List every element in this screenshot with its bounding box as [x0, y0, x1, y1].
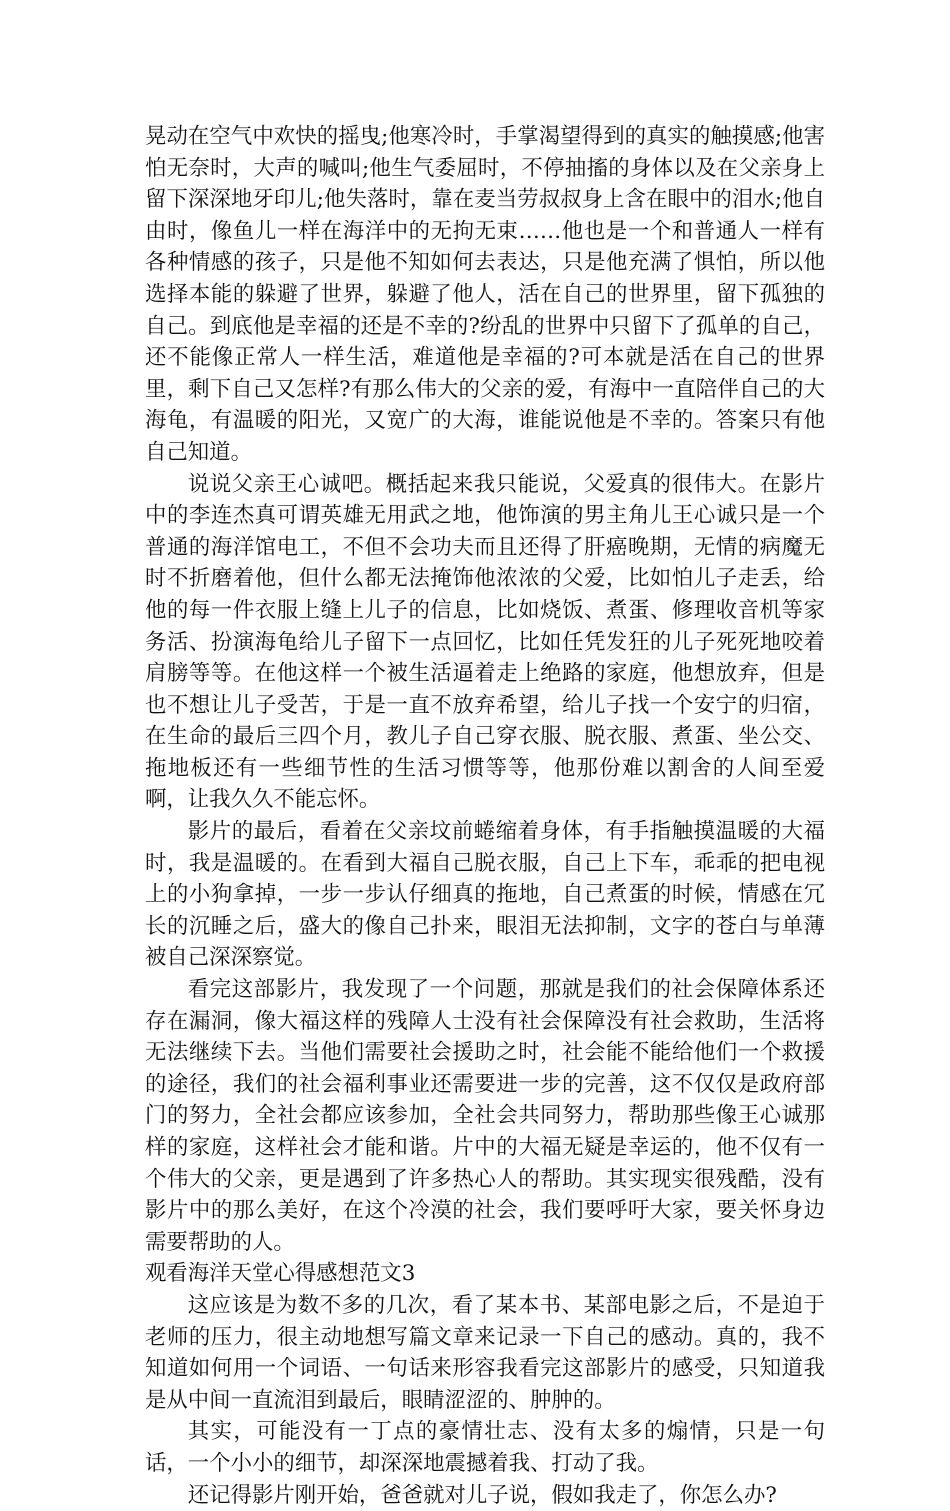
paragraph-intro: 这应该是为数不多的几次，看了某本书、某部电影之后，不是迫于老师的压力，很主动地想写篇文章来记录一下自己的感动。真的，我不知道如何用一个词语、一句话来形容我看完这部影片的感受，只知道我是从中间一直流泪到最后，眼睛涩涩的、肿肿的。: [145, 1292, 825, 1413]
paragraph-ending: 影片的最后，看着在父亲坟前蜷缩着身体，有手指触摸温暖的大福时，我是温暖的。在看到大福自己脱衣服，自己上下车，乖乖的把电视上的小狗拿掉，一步一步认仔细真的拖地，自己煮蛋的时候，情感在冗长的沉睡之后，盛大的像自己扑来，眼泪无法抑制，文字的苍白与单薄被自己深深察觉。: [145, 819, 825, 971]
document-body: [145, 121, 825, 1511]
paragraph-society: 看完这部影片，我发现了一个问题，那就是我们的社会保障体系还存在漏洞，像大福这样的残障人士没有社会保障没有社会救助，生活将无法继续下去。当他们需要社会援助之时，社会能不能给他们一个救援的途径，我们的社会福利事业还需要进一步的完善，这不仅仅是政府部门的努力，全社会都应该参加，全社会共同努力，帮助那些像王心诚那样的家庭，这样社会才能和谐。片中的大福无疑是幸运的，他不仅有一个伟大的父亲，更是遇到了许多热心人的帮助。其实现实很残酷，没有影片中的那么美好，在这个冷漠的社会，我们要呼吁大家，要关怀身边需要帮助的人。: [145, 977, 825, 1255]
section-heading: 观看海洋天堂心得感想范文3: [145, 1261, 416, 1287]
paragraph-detail: 其实，可能没有一丁点的豪情壮志、没有太多的煽情，只是一句话，一个小小的细节，却深深地震撼着我、打动了我。: [145, 1419, 825, 1476]
paragraph-father: 说说父亲王心诚吧。概括起来我只能说，父爱真的很伟大。在影片中的李连杰真可谓英雄无用武之地，他饰演的男主角儿王心诚只是一个普通的海洋馆电工，不但不会功夫而且还得了肝癌晚期，无情的病魔无时不折磨着他，但什么都无法掩饰他浓浓的父爱，比如怕儿子走丢，给他的每一件衣服上缝上儿子的信息，比如烧饭、煮蛋、修理收音机等家务活、扮演海龟给儿子留下一点回忆，比如任凭发狂的儿子死死地咬着肩膀等等。在他这样一个被生活逼着走上绝路的家庭，他想放弃，但是也不想让儿子受苦，于是一直不放弃希望，给儿子找一个安宁的归宿，在生命的最后三四个月，教儿子自己穿衣服、脱衣服、煮蛋、坐公交、拖地板还有一些细节性的生活习惯等等，他那份难以割舍的人间至爱啊，让我久久不能忘怀。: [145, 471, 825, 813]
paragraph-quote: 还记得影片刚开始，爸爸就对儿子说，假如我走了，你怎么办?: [187, 1482, 777, 1508]
paragraph-continuation: 晃动在空气中欢快的摇曳;他寒冷时，手掌渴望得到的真实的触摸感;他害怕无奈时，大声的喊叫;他生气委屈时，不停抽搐的身体以及在父亲身上留下深深地牙印儿;他失落时，靠在麦当劳叔叔身上含在眼中的泪水;他自由时，像鱼儿一样在海洋中的无拘无束……他也是一个和普通人一样有各种情感的孩子，只是他不知如何去表达，只是他充满了惧怕，所以他选择本能的躲避了世界，躲避了他人，活在自己的世界里，留下孤独的自己。到底他是幸福的还是不幸的?纷乱的世界中只留下了孤单的自己，还不能像正常人一样生活，难道他是幸福的?可本就是活在自己的世界里，剩下自己又怎样?有那么伟大的父亲的爱，有海中一直陪伴自己的大海龟，有温暖的阳光，又宽广的大海，谁能说他是不幸的。答案只有他自己知道。: [145, 124, 825, 465]
